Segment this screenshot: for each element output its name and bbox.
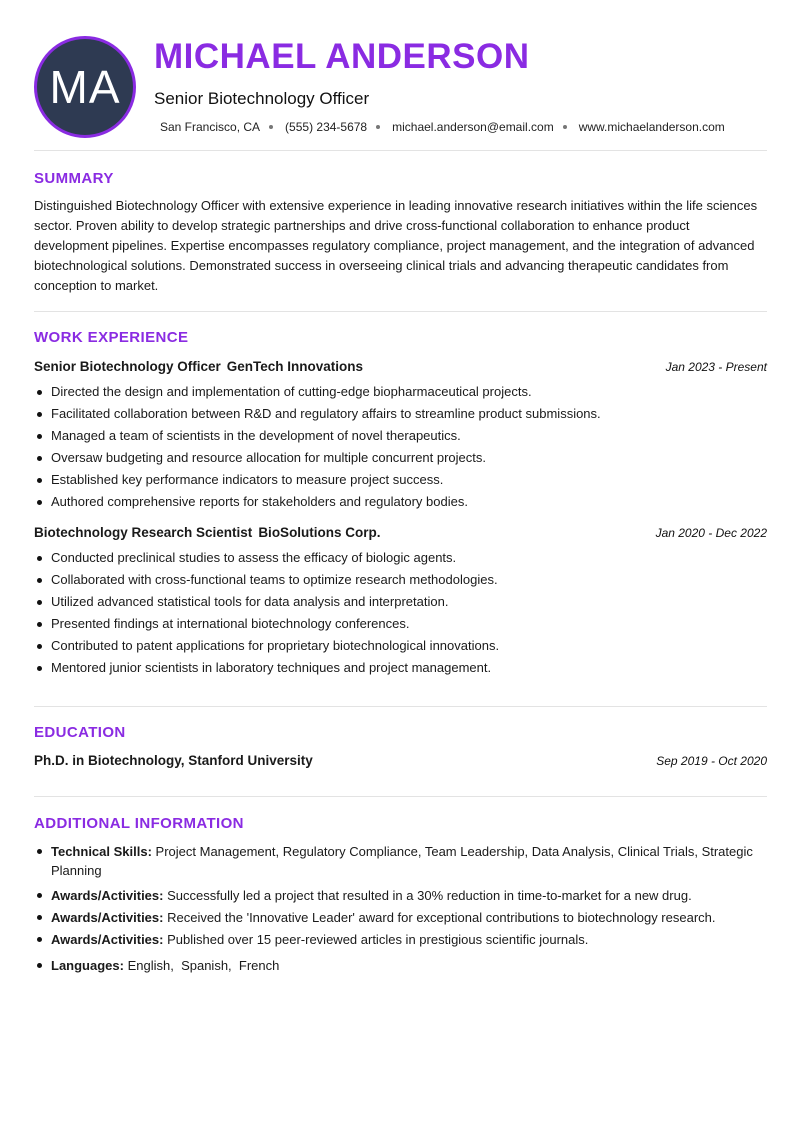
item-text: Successfully led a project that resulted in a 30% reduction in time-to-market for a new drug. xyxy=(167,888,692,903)
resume-header xyxy=(34,0,767,151)
education-dates: Sep 2019 - Oct 2020 xyxy=(656,754,767,768)
list-item: Established key performance indicators to measure project success. xyxy=(34,469,767,491)
section-divider xyxy=(34,796,767,797)
resume-page xyxy=(34,0,767,973)
additional-section xyxy=(34,814,767,975)
list-item: Directed the design and implementation of cutting-edge biopharmaceutical projects. xyxy=(34,381,767,403)
list-item: Mentored junior scientists in laboratory techniques and project management. xyxy=(34,657,767,679)
separator-dot-icon xyxy=(269,125,273,129)
job-role: Biotechnology Research Scientist xyxy=(34,525,253,540)
job-header xyxy=(34,524,767,542)
summary-section xyxy=(34,169,767,296)
job-company: GenTech Innovations xyxy=(226,359,364,374)
contact-website[interactable]: www.michaelanderson.com xyxy=(578,120,725,134)
contact-email[interactable]: michael.anderson@email.com xyxy=(392,120,554,134)
avatar xyxy=(34,36,136,138)
summary-heading: SUMMARY xyxy=(34,170,114,187)
candidate-name: MICHAEL ANDERSON xyxy=(154,37,530,76)
list-item xyxy=(34,908,767,927)
separator-dot-icon xyxy=(376,125,380,129)
job-role: Senior Biotechnology Officer xyxy=(34,359,221,374)
education-degree: Ph.D. in Biotechnology, Stanford University xyxy=(34,753,313,768)
job-company: BioSolutions Corp. xyxy=(258,525,381,540)
item-text: Published over 15 peer-reviewed articles in prestigious scientific journals. xyxy=(167,932,589,947)
contact-phone: (555) 234-5678 xyxy=(285,120,368,134)
experience-heading: WORK EXPERIENCE xyxy=(34,329,189,346)
experience-section xyxy=(34,328,767,679)
additional-heading: ADDITIONAL INFORMATION xyxy=(34,815,244,832)
job-header xyxy=(34,358,767,376)
list-item: Collaborated with cross-functional teams to optimize research methodologies. xyxy=(34,569,767,591)
job-dates: Jan 2020 - Dec 2022 xyxy=(655,526,767,540)
list-item: Utilized advanced statistical tools for data analysis and interpretation. xyxy=(34,591,767,613)
list-item: Oversaw budgeting and resource allocation for multiple concurrent projects. xyxy=(34,447,767,469)
item-label: Awards/Activities: xyxy=(51,910,164,925)
list-item: Presented findings at international biotechnology conferences. xyxy=(34,613,767,635)
education-section xyxy=(34,723,767,770)
list-item xyxy=(34,956,767,975)
contact-row xyxy=(160,119,725,135)
job-entry xyxy=(34,358,767,513)
list-item xyxy=(34,886,767,905)
item-label: Technical Skills: xyxy=(51,844,152,859)
item-text: English, Spanish, French xyxy=(127,958,280,973)
list-item xyxy=(34,842,767,880)
job-entry xyxy=(34,524,767,679)
job-dates: Jan 2023 - Present xyxy=(665,360,767,374)
list-item xyxy=(34,930,767,949)
section-divider xyxy=(34,706,767,707)
candidate-title: Senior Biotechnology Officer xyxy=(154,89,370,108)
avatar-initials: MA xyxy=(49,61,121,113)
item-text: Received the 'Innovative Leader' award for exceptional contributions to biotechnology research. xyxy=(167,910,716,925)
list-item: Authored comprehensive reports for stakeholders and regulatory bodies. xyxy=(34,491,767,513)
item-text: Project Management, Regulatory Compliance, Team Leadership, Data Analysis, Clinical Trials, Strategic Planning xyxy=(51,844,753,878)
contact-location: San Francisco, CA xyxy=(160,120,261,134)
education-entry xyxy=(34,752,767,770)
education-heading: EDUCATION xyxy=(34,724,126,741)
list-item: Conducted preclinical studies to assess the efficacy of biologic agents. xyxy=(34,547,767,569)
additional-list xyxy=(34,842,767,975)
job-bullets xyxy=(34,381,767,513)
list-item: Contributed to patent applications for proprietary biotechnological innovations. xyxy=(34,635,767,657)
job-title xyxy=(34,358,767,376)
item-label: Awards/Activities: xyxy=(51,888,164,903)
summary-text: Distinguished Biotechnology Officer with extensive experience in leading innovative research initiatives within the life sciences sector. Proven ability to develop strategic partnerships and drive cross-functional collaboration to enhance product development pipelines. Expertise encompasses regulatory compliance, project management, and the integration of advanced biotechnological solutions. Demonstrated success in overseeing clinical trials and advancing therapeutic candidates from conception to market. xyxy=(34,198,758,293)
item-label: Awards/Activities: xyxy=(51,932,164,947)
list-item: Managed a team of scientists in the development of novel therapeutics. xyxy=(34,425,767,447)
section-divider xyxy=(34,311,767,312)
item-label: Languages: xyxy=(51,958,124,973)
separator-dot-icon xyxy=(563,125,567,129)
list-item: Facilitated collaboration between R&D and regulatory affairs to streamline product submissions. xyxy=(34,403,767,425)
job-bullets xyxy=(34,547,767,679)
